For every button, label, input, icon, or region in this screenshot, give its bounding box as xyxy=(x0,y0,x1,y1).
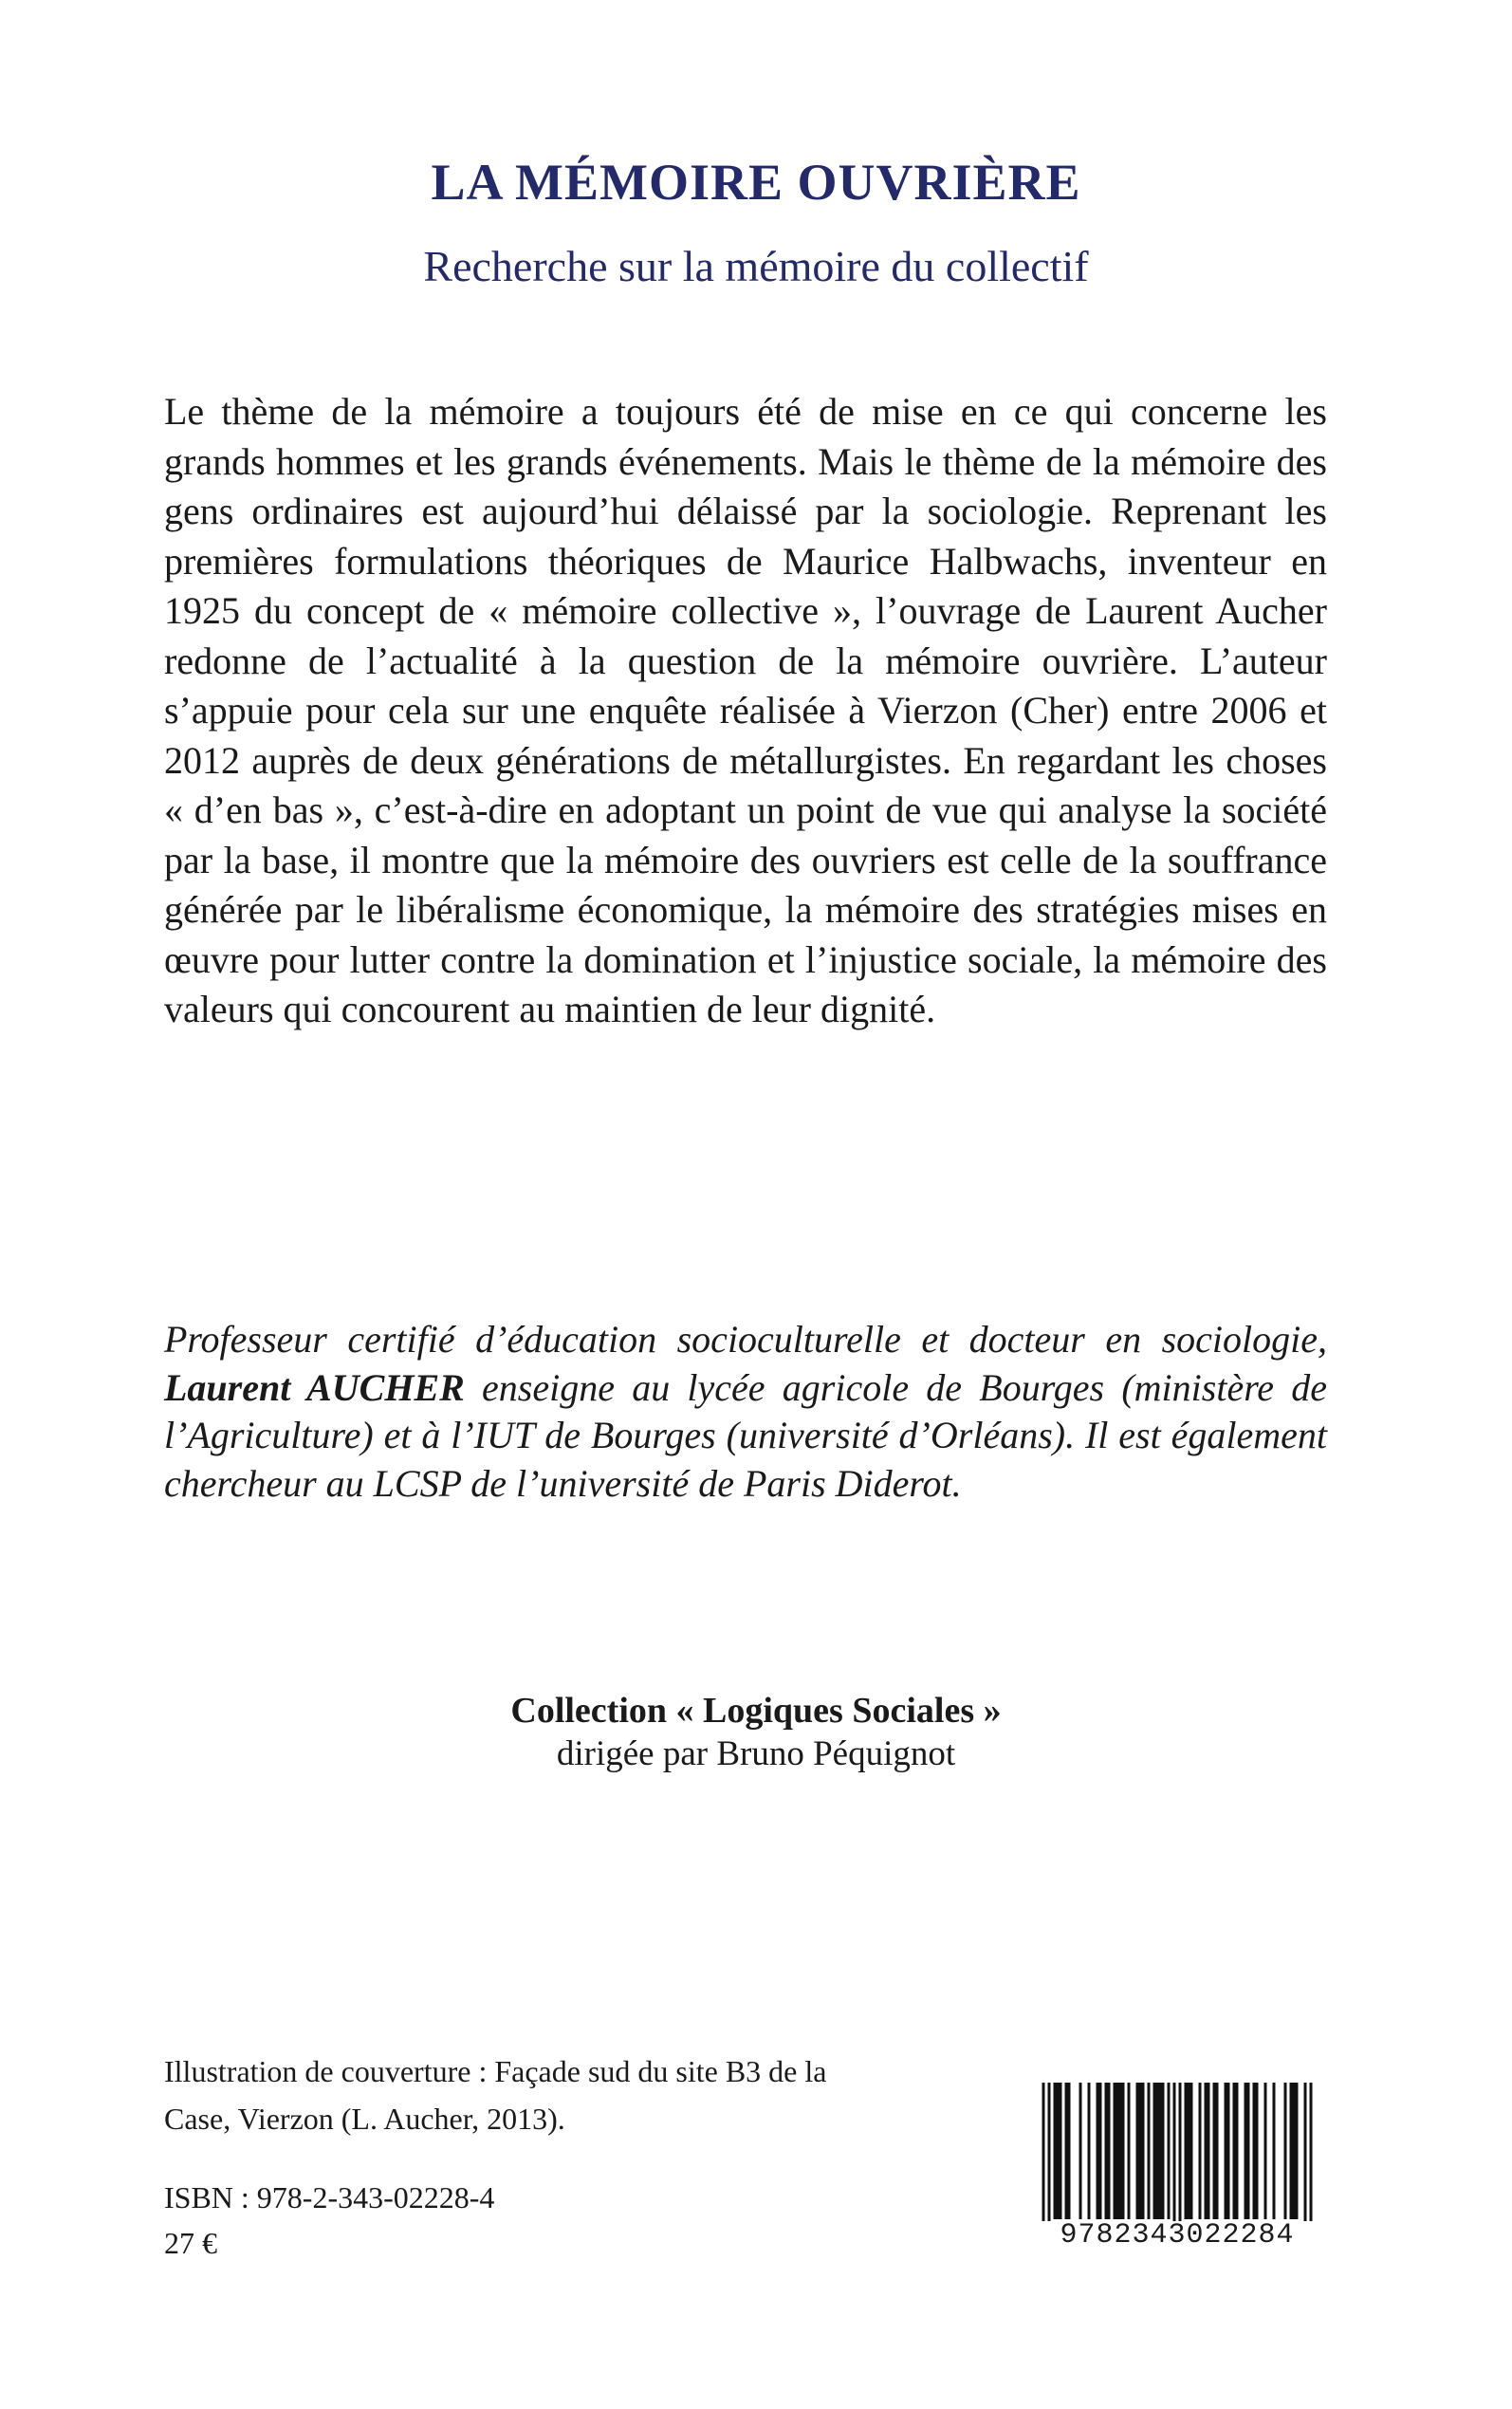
barcode-bar xyxy=(1119,2083,1122,2219)
barcode-bar xyxy=(1139,2083,1142,2219)
author-bio xyxy=(164,1316,1327,1508)
barcode-bar xyxy=(1097,2083,1099,2219)
barcode-bar xyxy=(1099,2083,1102,2219)
barcode-bar xyxy=(1253,2083,1256,2219)
barcode-bar xyxy=(1188,2083,1190,2219)
barcode-bar xyxy=(1048,2083,1051,2225)
barcode-digits: 9782343022284 xyxy=(1023,2221,1332,2250)
barcode-bar xyxy=(1273,2083,1276,2219)
collection-info xyxy=(0,1693,1512,1771)
barcode-bar xyxy=(1173,2083,1176,2225)
barcode-bar xyxy=(1162,2083,1165,2219)
barcode-bar xyxy=(1245,2083,1247,2219)
book-subtitle: Recherche sur la mémoire du collectif xyxy=(423,242,1089,290)
book-title: LA MÉMOIRE OUVRIÈRE xyxy=(431,154,1081,211)
barcode-bar xyxy=(1068,2083,1071,2219)
barcode-bar xyxy=(1128,2083,1131,2219)
barcode-bar xyxy=(1156,2083,1159,2219)
collection-name: Collection « Logiques Sociales » xyxy=(510,1691,1002,1731)
barcode-bar xyxy=(1054,2083,1057,2219)
barcode-bars xyxy=(1023,2083,1332,2225)
barcode-bar xyxy=(1060,2083,1062,2219)
barcode-bar xyxy=(1233,2083,1236,2219)
barcode-bar xyxy=(1216,2083,1219,2219)
collection-director: dirigée par Bruno Péquignot xyxy=(556,1734,956,1773)
barcode-bar xyxy=(1142,2083,1145,2219)
barcode-bar xyxy=(1227,2083,1230,2219)
barcode-bar xyxy=(1148,2083,1151,2219)
barcode-bar xyxy=(1208,2083,1210,2219)
barcode-bar xyxy=(1057,2083,1060,2219)
isbn: ISBN : 978-2-343-02228-4 xyxy=(164,2180,495,2214)
barcode-bar xyxy=(1185,2083,1188,2219)
barcode-bar xyxy=(1236,2083,1239,2219)
price: 27 € xyxy=(164,2226,217,2260)
barcode xyxy=(1023,2083,1332,2257)
barcode-bar xyxy=(1284,2083,1287,2219)
barcode-bar xyxy=(1042,2083,1045,2225)
barcode-bar xyxy=(1205,2083,1208,2219)
barcode-bar xyxy=(1179,2083,1182,2225)
barcode-bar xyxy=(1256,2083,1259,2219)
author-bio-rest: enseigne au lycée agricole de Bourges (ministère de l’Agriculture) et à l’IUT de Bourges (université d’Orléans). Il est également chercheur au LCSP de l’université de Paris Diderot. xyxy=(164,1365,1328,1505)
barcode-bar xyxy=(1225,2083,1227,2219)
barcode-bar xyxy=(1190,2083,1193,2219)
illustration-credit: Illustration de couverture : Façade sud du site B3 de la Case, Vierzon (L. Aucher, 2013). xyxy=(164,2054,827,2136)
author-name: Laurent AUCHER xyxy=(164,1365,465,1409)
barcode-bar xyxy=(1304,2083,1307,2225)
barcode-bar xyxy=(1108,2083,1111,2219)
barcode-bar xyxy=(1136,2083,1139,2219)
barcode-bar xyxy=(1264,2083,1267,2219)
barcode-bar xyxy=(1213,2083,1216,2219)
barcode-bar xyxy=(1293,2083,1296,2219)
barcode-bar xyxy=(1153,2083,1156,2219)
barcode-bar xyxy=(1114,2083,1116,2219)
barcode-bar xyxy=(1296,2083,1299,2219)
barcode-bar xyxy=(1116,2083,1119,2219)
barcode-bar xyxy=(1199,2083,1202,2219)
barcode-bar xyxy=(1310,2083,1313,2225)
barcode-bar xyxy=(1088,2083,1091,2219)
barcode-bar xyxy=(1122,2083,1125,2219)
barcode-bar xyxy=(1159,2083,1162,2219)
barcode-bar xyxy=(1065,2083,1068,2219)
book-summary: Le thème de la mémoire a toujours été de mise en ce qui concerne les grands hommes et les grands événements. Mais le thème de la mémoire des gens ordinaires est aujourd’hui délaissé par la sociologie. Reprenant les premières formulations théoriques de Maurice Halbwachs, inventeur en 1925 du concept de « mémoire collective », l’ouvrage de Laurent Aucher redonne de l’actualité à la question de la mémoire ouvrière. L’auteur s’appuie pour cela sur une enquête réalisée à Vierzon (Cher) entre 2006 et 2012 auprès de deux générations de métallurgistes. En regardant les choses « d’en bas », c’est-à-dire en adoptant un point de vue qui analyse la société par la base, il montre que la mémoire des ouvriers est celle de la souffrance générée par le libéralisme économique, la mémoire des stratégies mises en œuvre pour lutter contre la domination et l’injustice sociale, la mémoire des valeurs qui concourent au maintien de leur dignité. xyxy=(164,390,1327,1030)
barcode-bar xyxy=(1079,2083,1082,2219)
author-bio-intro: Professeur certifié d’éducation socioculturelle et docteur en sociologie, xyxy=(164,1318,1327,1361)
barcode-bar xyxy=(1105,2083,1108,2219)
barcode-bar xyxy=(1168,2083,1171,2219)
barcode-bar xyxy=(1290,2083,1293,2219)
barcode-bar xyxy=(1247,2083,1250,2219)
